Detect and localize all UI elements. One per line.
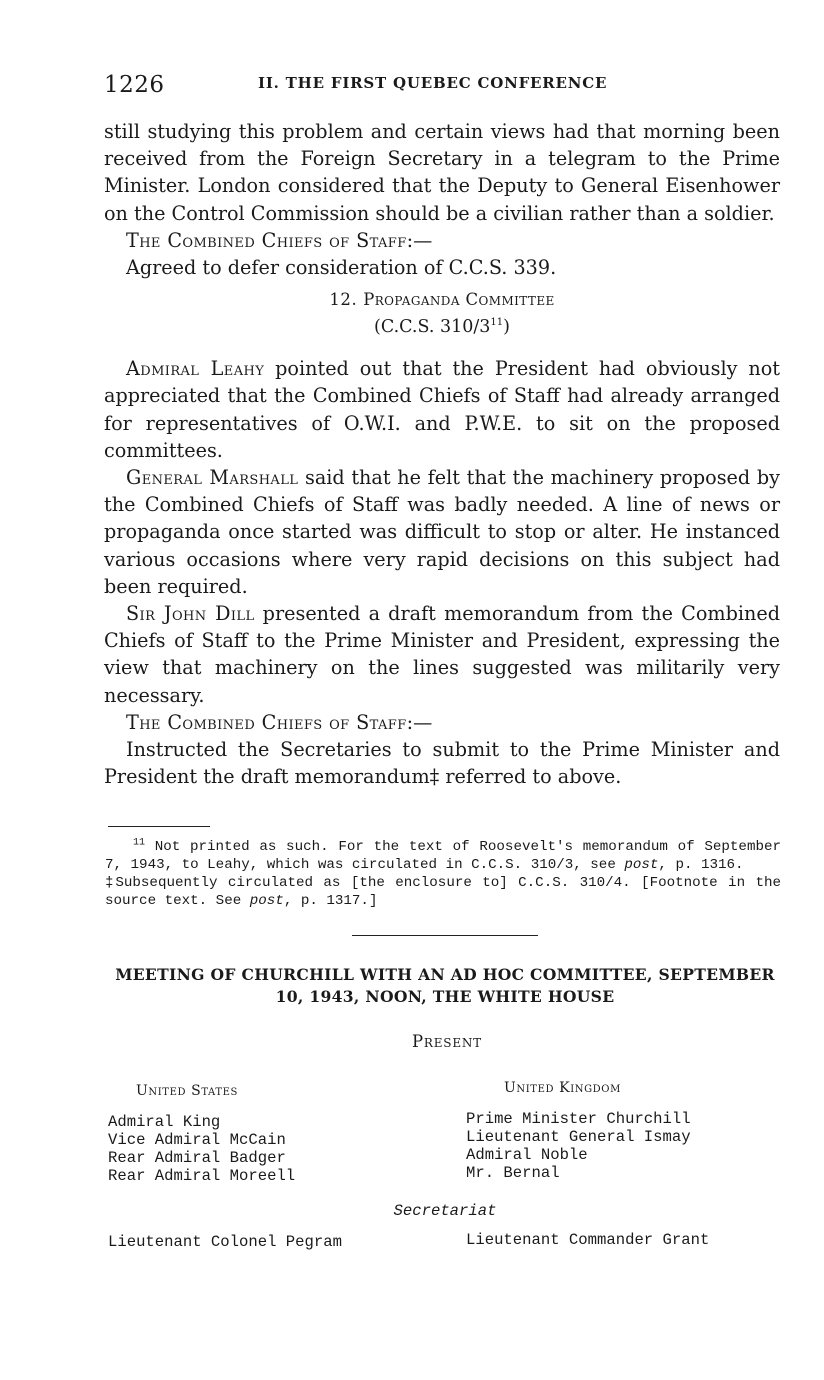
paragraph-text: said that he felt that the machinery proposed by the Combined Chiefs of Staff was badly needed. A line of news or propaganda once started was difficult to stop or alter. He instanced various occasions where very rapid decisions on this subject had been required. — [104, 466, 780, 598]
list-item: Lieutenant General Ismay — [466, 1128, 691, 1146]
section-ref-text: (C.C.S. 310/3 — [374, 317, 491, 338]
decision-text — [104, 254, 780, 281]
section-reference — [104, 313, 780, 341]
speaker-label: Admiral Leahy — [126, 357, 265, 381]
section-number: 12. — [329, 290, 358, 310]
list-item: Prime Minister Churchill — [466, 1110, 691, 1128]
list-item: Mr. Bernal — [466, 1164, 560, 1182]
us-attendee-list — [108, 1113, 295, 1185]
us-secretariat: Lieutenant Colonel Pegram — [108, 1233, 342, 1251]
speaker-label: The Combined Chiefs of Staff — [126, 710, 407, 734]
decision-heading — [104, 709, 780, 736]
list-item: Admiral Noble — [466, 1146, 588, 1164]
paragraph-text: Agreed to defer consideration of C.C.S. 339. — [126, 256, 557, 280]
footnote-text: , p. 1317.] — [283, 893, 378, 909]
list-item: Admiral King — [108, 1113, 221, 1131]
footnote-italic: post — [249, 893, 284, 909]
list-item: Rear Admiral Moreell — [108, 1167, 296, 1185]
footnote-rule — [108, 826, 210, 827]
paragraph-marshall — [104, 464, 780, 600]
heading-suffix: :— — [406, 228, 433, 252]
page-header — [104, 72, 784, 106]
uk-attendee-list — [466, 1110, 691, 1182]
footnote-text: Not printed as such. For the text of Roosevelt's memorandum of September 7, 1943, to Leahy, which was circulated in C.C.S. 310/3, see — [105, 839, 781, 873]
uk-secretariat: Lieutenant Commander Grant — [466, 1231, 710, 1249]
paragraph-text: presented a draft memorandum from the Combined Chiefs of Staff to the Prime Minister and President, expressing the view that machinery on the lines suggested was militarily very necessary. — [104, 602, 780, 707]
footnote-text: , p. 1316. — [658, 857, 744, 873]
paragraph-text: still studying this problem and certain views had that morning been received from the Foreign Secretary in a telegram to the Prime Minister. London considered that the Deputy to General Eisenhower on the Control Commission should be a civilian rather than a soldier. — [104, 120, 780, 225]
speaker-label: Sir John Dill — [126, 602, 255, 626]
decision-text — [104, 736, 780, 790]
paragraph-text: Instructed the Secretaries to submit to the Prime Minister and President the draft memorandum‡ referred to above. — [104, 738, 780, 789]
speaker-label: The Combined Chiefs of Staff — [126, 228, 407, 252]
section-title: Propaganda Committee — [363, 290, 555, 310]
list-item: Rear Admiral Badger — [108, 1149, 286, 1167]
us-heading: United States — [136, 1083, 238, 1099]
footnote-marker: 11 — [490, 317, 504, 329]
section-separator — [352, 935, 538, 936]
present-label: Present — [412, 1032, 482, 1051]
section-heading — [104, 287, 780, 313]
secretariat-label: Secretariat — [393, 1202, 497, 1220]
heading-suffix: :— — [406, 710, 433, 734]
paragraph-continuation — [104, 118, 780, 227]
paragraph-dill — [104, 600, 780, 709]
section-ref-close: ) — [503, 317, 510, 338]
meeting-title: MEETING OF CHURCHILL WITH AN AD HOC COMMITTEE, SEPTEMBER 10, 1943, NOON, THE WHITE HOUSE — [115, 965, 775, 1006]
footnotes — [105, 838, 781, 910]
decision-heading — [104, 227, 780, 254]
running-head: II. THE FIRST QUEBEC CONFERENCE — [258, 74, 608, 92]
footnote-italic: post — [624, 857, 659, 873]
page-number: 1226 — [104, 72, 165, 98]
footnote-11 — [105, 838, 781, 874]
footnote-text: ‡Subsequently circulated as [the enclosure to] C.C.S. 310/4. [Footnote in the source text. See — [105, 875, 781, 909]
list-item: Vice Admiral McCain — [108, 1131, 286, 1149]
paragraph-text: pointed out that the President had obviously not appreciated that the Combined Chiefs of Staff had already arranged for representatives of O.W.I. and P.W.E. to sit on the proposed committees. — [104, 357, 781, 462]
speaker-label: General Marshall — [126, 466, 299, 490]
footnote-dagger — [105, 874, 781, 910]
footnote-marker: 11 — [133, 837, 146, 849]
body-text — [104, 118, 780, 790]
paragraph-leahy — [104, 355, 780, 464]
uk-heading: United Kingdom — [504, 1080, 621, 1096]
